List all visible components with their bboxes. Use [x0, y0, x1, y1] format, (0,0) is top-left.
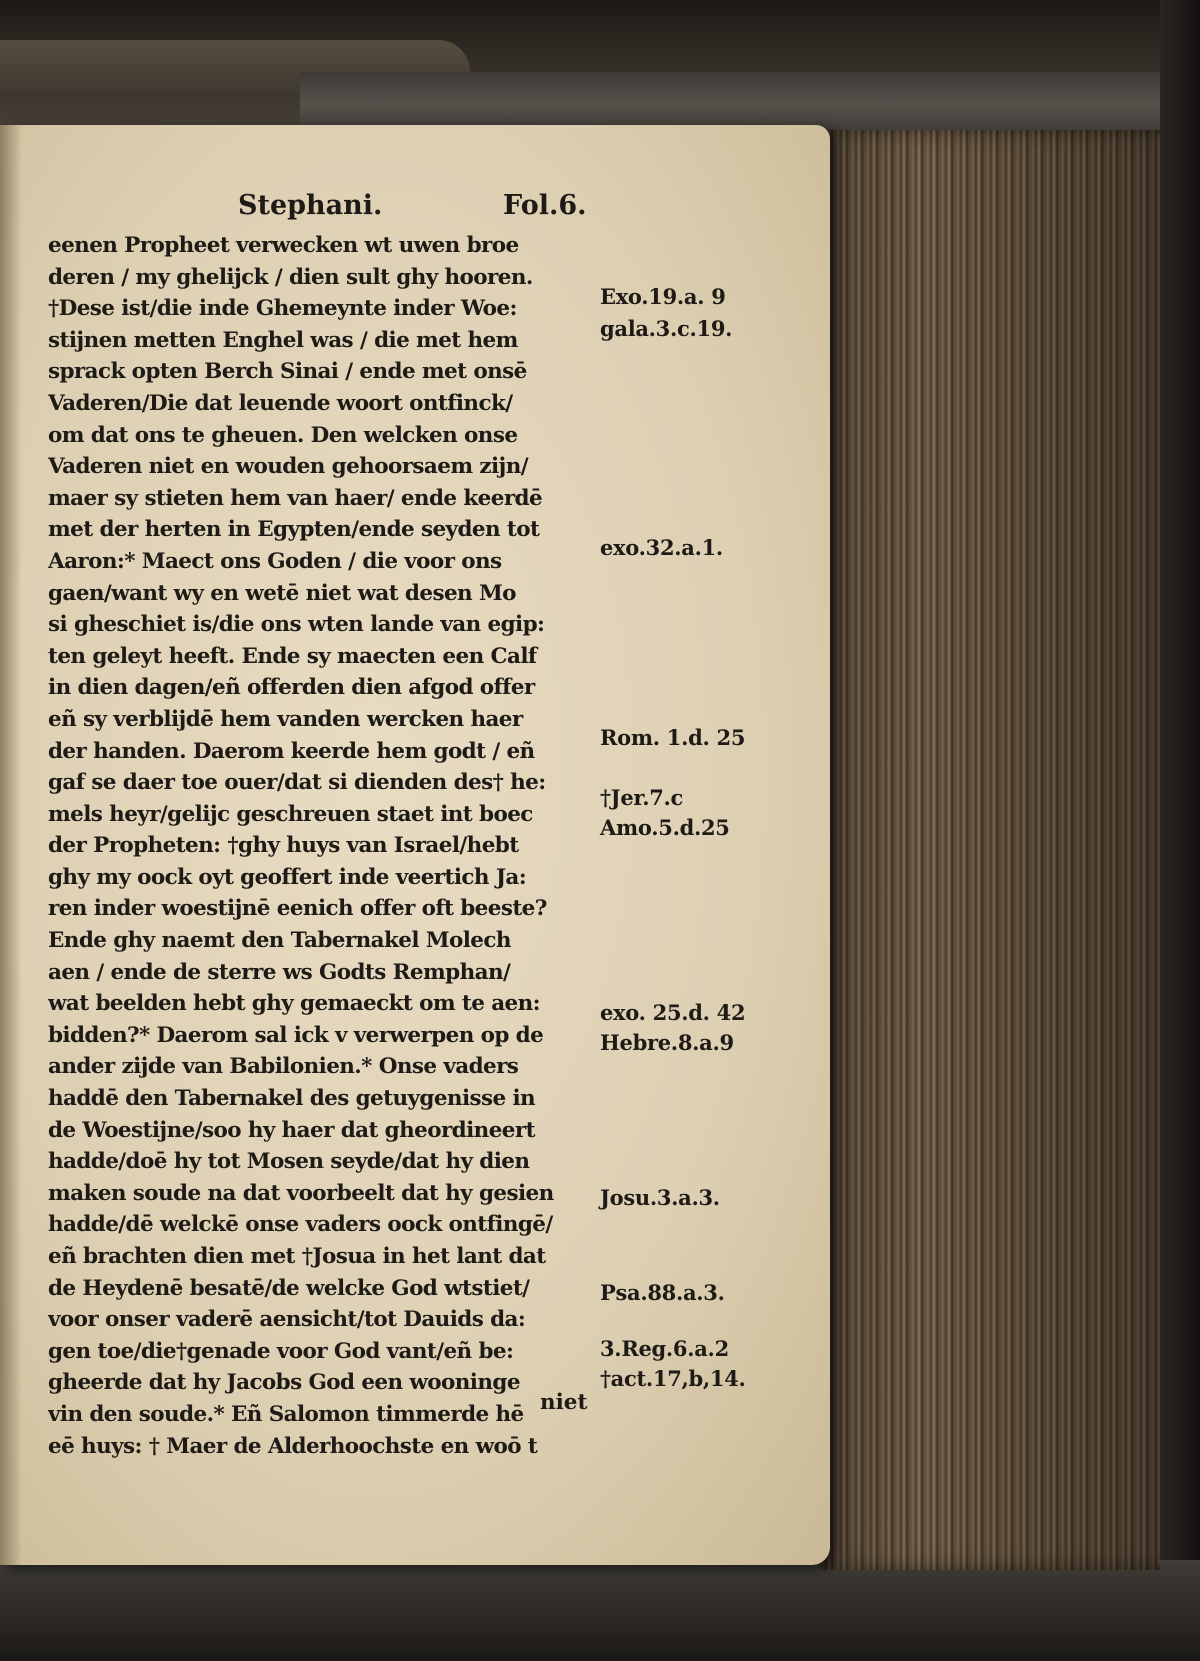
margin-note: Exo.19.a. 9 — [600, 284, 726, 309]
text-line: haddē den Tabernakel des getuygenisse in — [48, 1086, 536, 1112]
text-line: gheerde dat hy Jacobs God een wooninge — [48, 1370, 520, 1396]
text-line: maer sy stieten hem van haer/ ende keerdē — [48, 485, 543, 511]
text-line: hadde/doē hy tot Mosen seyde/dat hy dien — [48, 1149, 530, 1175]
text-line: eē huys: † Maer de Alderhoochste en woō t — [48, 1433, 538, 1459]
text-line: ander zijde van Babilonien.* Onse vaders — [48, 1054, 519, 1080]
margin-note: †act.17,b,14. — [600, 1366, 746, 1391]
page-gutter — [0, 125, 22, 1565]
text-line: gaf se daer toe ouer/dat si dienden des† he: — [48, 770, 546, 796]
page-text-block — [48, 190, 608, 1462]
text-line: ten geleyt heeft. Ende sy maecten een Calf — [48, 643, 537, 669]
running-title: Stephani. — [238, 190, 383, 221]
text-line: Vaderen niet en wouden gehoorsaem zijn/ — [48, 454, 529, 480]
text-line: der handen. Daerom keerde hem godt / eñ — [48, 738, 535, 764]
text-line: deren / my ghelijck / dien sult ghy hooren. — [48, 264, 533, 290]
text-line: Aaron:* Maect ons Goden / die voor ons — [48, 548, 502, 574]
text-line: sprack opten Berch Sinai / ende met onsē — [48, 359, 527, 385]
margin-note: Amo.5.d.25 — [600, 815, 730, 840]
margin-note: Josu.3.a.3. — [600, 1185, 720, 1210]
margin-note: gala.3.c.19. — [600, 316, 733, 341]
margin-note: exo.32.a.1. — [600, 535, 723, 560]
text-line: Ende ghy naemt den Tabernakel Molech — [48, 928, 511, 954]
text-line: in dien dagen/eñ offerden dien afgod offer — [48, 675, 535, 701]
text-line: Vaderen/Die dat leuende woort ontfinck/ — [48, 390, 513, 416]
text-line: ghy my oock oyt geoffert inde veertich Ja: — [48, 864, 527, 890]
margin-note: Psa.88.a.3. — [600, 1280, 725, 1305]
text-line: †Dese ist/die inde Ghemeynte inder Woe: — [48, 296, 517, 322]
text-line: der Propheten: †ghy huys van Israel/hebt — [48, 833, 519, 859]
book-cover-right-edge — [1160, 0, 1200, 1661]
catchword: niet — [540, 1390, 588, 1415]
margin-note: Hebre.8.a.9 — [600, 1030, 734, 1055]
text-line: aen / ende de sterre ws Godts Remphan/ — [48, 959, 511, 985]
text-lines — [48, 230, 608, 1462]
text-line: om dat ons te gheuen. Den welcken onse — [48, 422, 518, 448]
text-line: met der herten in Egypten/ende seyden tot — [48, 517, 540, 543]
text-line: gaen/want wy en wetē niet wat desen Mo — [48, 580, 516, 606]
folio-number: Fol.6. — [503, 190, 587, 221]
page-block-shade — [820, 130, 1160, 1570]
text-line: eñ brachten dien met †Josua in het lant dat — [48, 1244, 546, 1269]
text-line: vin den soude.* Eñ Salomon timmerde hē — [48, 1401, 524, 1427]
text-line: gen toe/die†genade voor God vant/eñ be: — [48, 1338, 514, 1364]
text-line: eñ sy verblijdē hem vanden wercken haer — [48, 706, 523, 732]
text-line: si gheschiet is/die ons wten lande van egip: — [48, 612, 545, 638]
text-line: voor onser vaderē aensicht/tot Dauids da: — [48, 1307, 526, 1333]
text-line: wat beelden hebt ghy gemaeckt om te aen: — [48, 991, 540, 1017]
book-cover-bottom-edge — [0, 1560, 1200, 1661]
text-line: eenen Prophеet verwecken wt uwen broe — [48, 233, 519, 258]
page-header — [48, 190, 608, 230]
margin-note: Rom. 1.d. 25 — [600, 725, 746, 750]
text-line: bidden?* Daerom sal ick v verwerpen op de — [48, 1022, 544, 1048]
text-line: ren inder woestijnē eenich offer oft beeste? — [48, 896, 547, 922]
text-line: de Woestijne/soo hy haer dat gheordineert — [48, 1117, 535, 1143]
text-line: hadde/dē welckē onse vaders oock ontfingē/ — [48, 1212, 553, 1238]
margin-note: †Jer.7.c — [600, 785, 684, 810]
margin-note: 3.Reg.6.a.2 — [600, 1336, 729, 1361]
text-line: de Heydenē besatē/de welcke God wtstiet/ — [48, 1275, 530, 1301]
margin-note: exo. 25.d. 42 — [600, 1000, 746, 1025]
text-line: mels heyr/gelijc geschreuen staet int boec — [48, 801, 533, 827]
text-line: stijnen metten Enghel was / die met hem — [48, 327, 518, 353]
text-line: maken soude na dat voorbeelt dat hy gesien — [48, 1180, 554, 1206]
